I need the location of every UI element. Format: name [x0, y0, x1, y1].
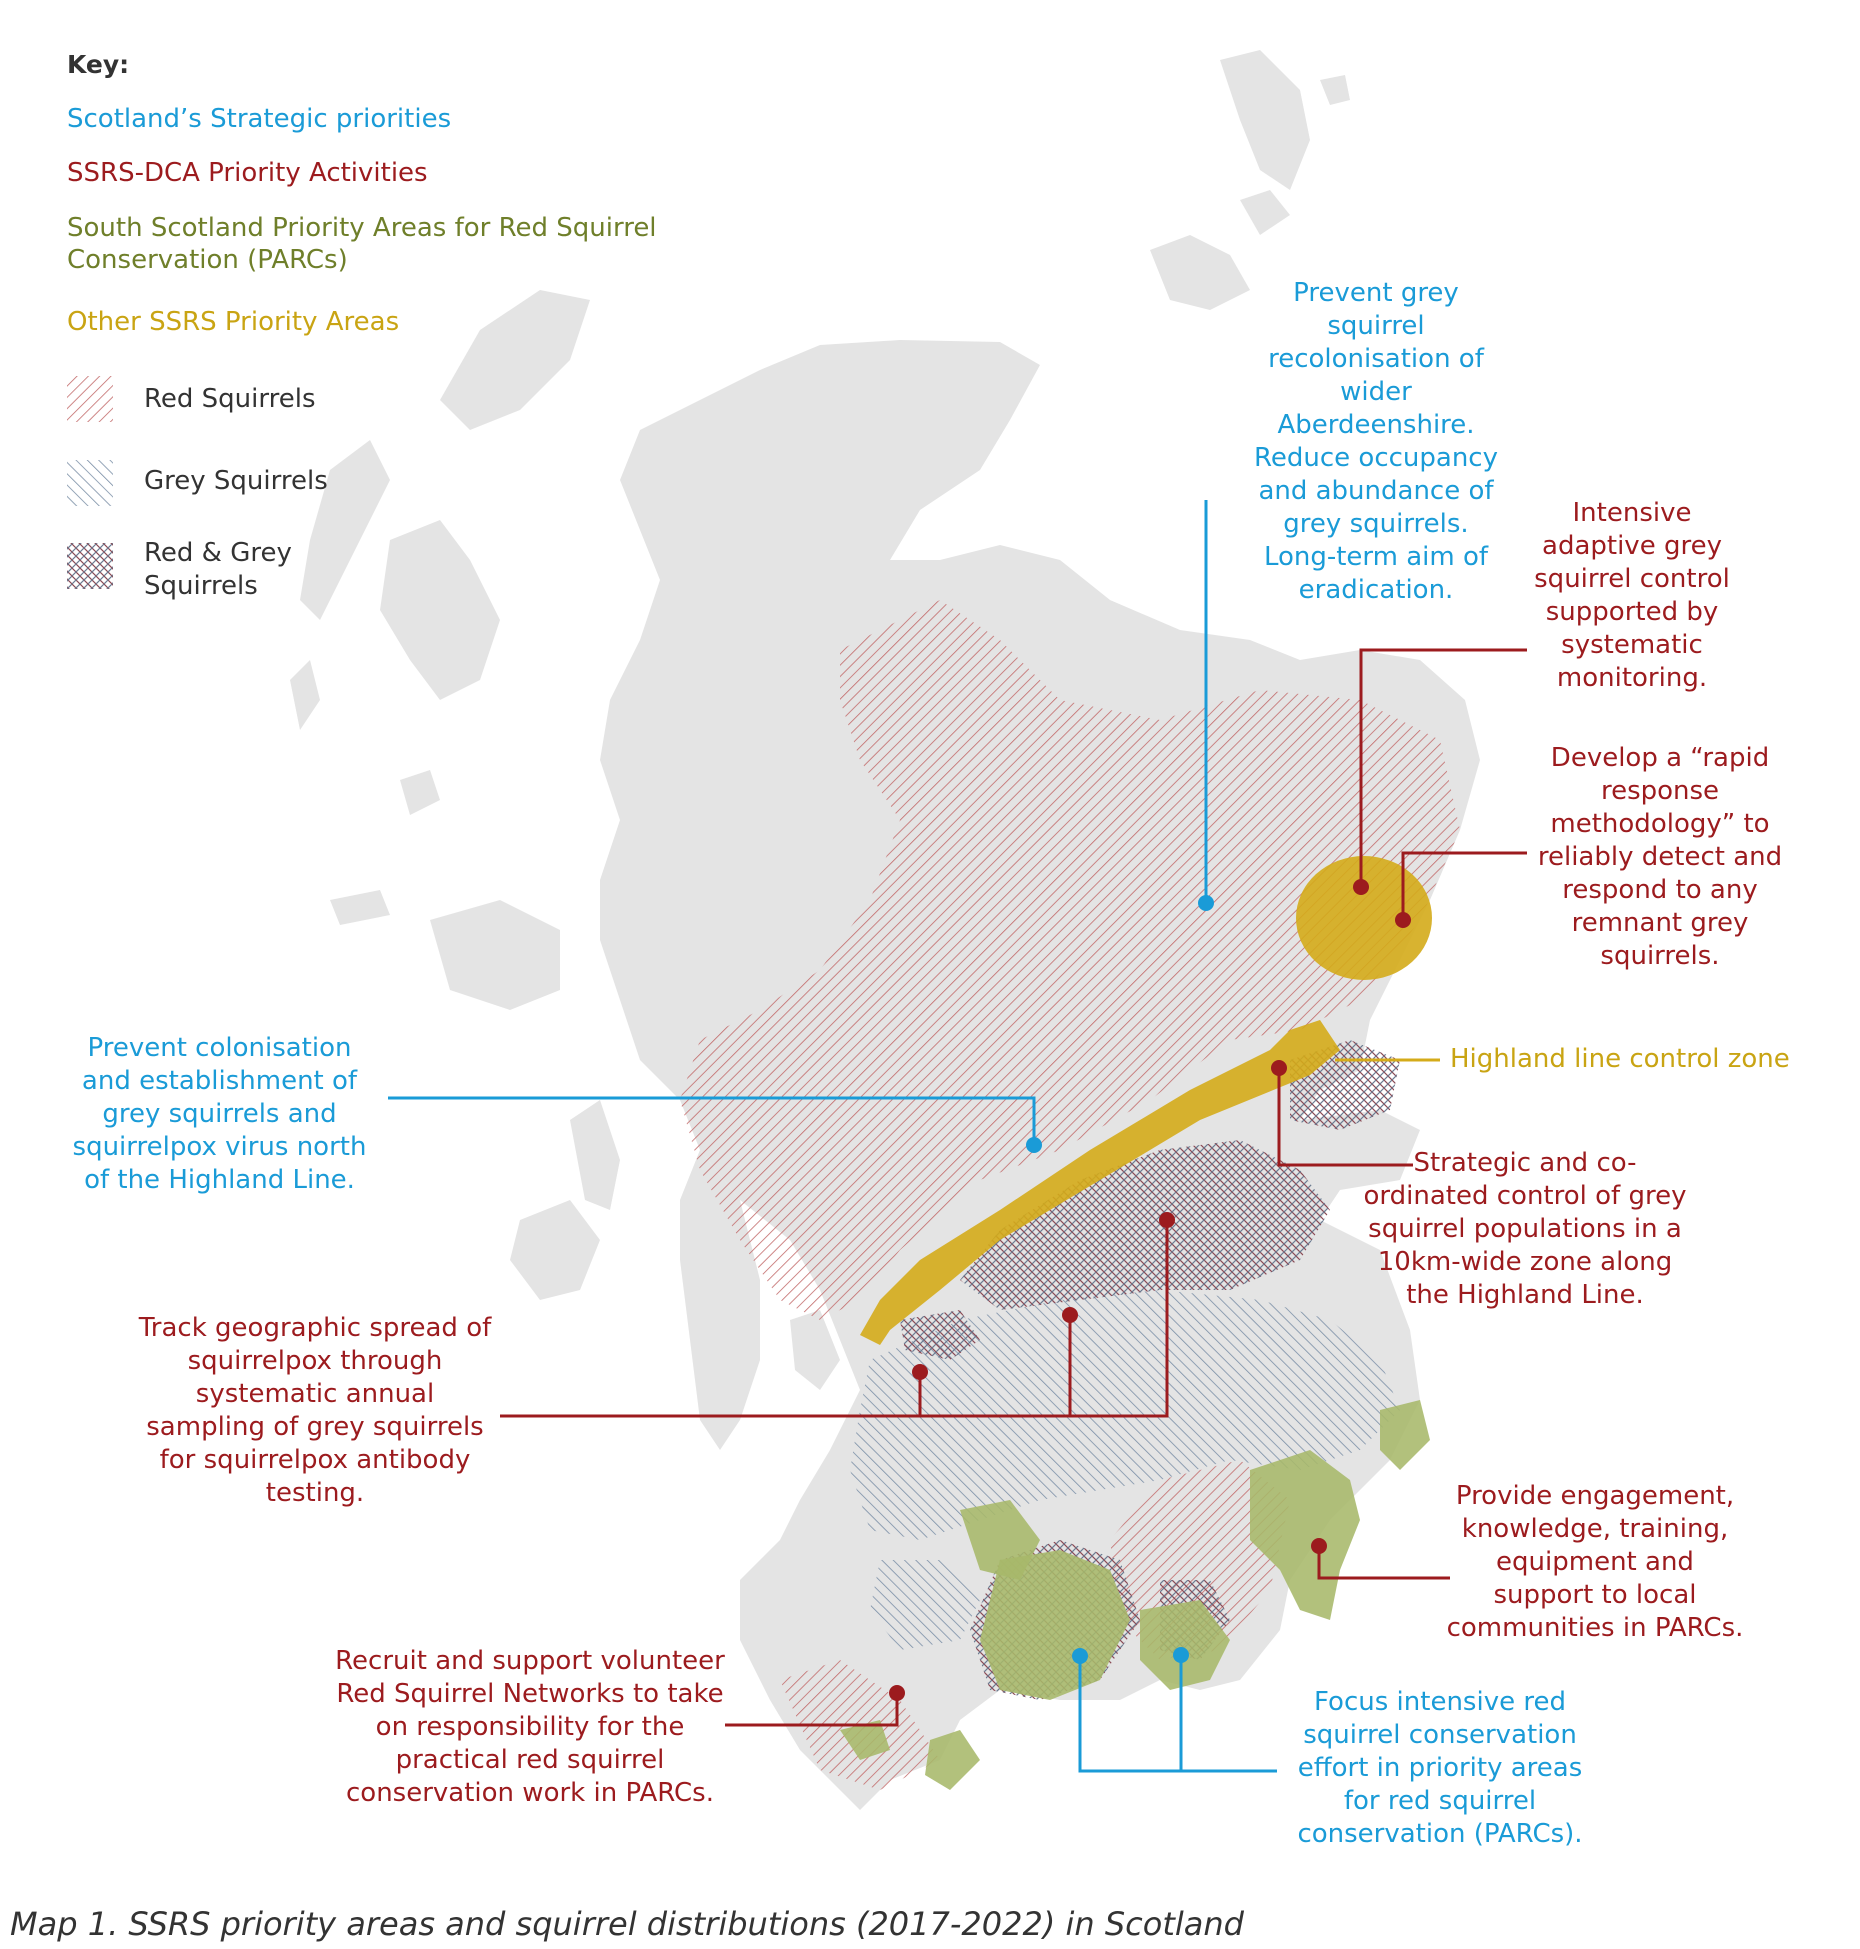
callout-strategic-control: Strategic and co-ordinated control of grey squirrel populations in a 10km-wide zone along the Highland Line.	[1363, 1148, 1687, 1310]
marker-strategic	[1271, 1060, 1287, 1076]
lewis	[440, 290, 590, 430]
barra	[290, 660, 320, 730]
skye	[380, 520, 500, 700]
jura	[570, 1100, 620, 1210]
key-title: Key:	[67, 50, 130, 79]
map-caption: Map 1. SSRS priority areas and squirrel distributions (2017-2022) in Scotland	[10, 1905, 1244, 1943]
marker-focus-1	[1072, 1648, 1088, 1664]
marker-track-1	[1159, 1212, 1175, 1228]
tiree	[330, 890, 390, 925]
callout-recruit-volunteers: Recruit and support volunteer Red Squirrel Networks to take on responsibility for the practical red squirrel conservation work in PARCs.	[335, 1646, 725, 1808]
key-other-priority: Other SSRS Priority Areas	[67, 307, 400, 337]
marker-track-2	[1062, 1307, 1078, 1323]
orkney-north	[1240, 190, 1290, 235]
marker-track-3	[912, 1364, 928, 1380]
rum-eigg	[400, 770, 440, 815]
marker-engage	[1311, 1538, 1327, 1554]
key-strategic-priorities: Scotland’s Strategic priorities	[67, 104, 452, 134]
key-ssrs-dca: SSRS-DCA Priority Activities	[67, 158, 428, 188]
callout-focus-conservation: Focus intensive red squirrel conservation effort in priority areas for red squirrel conservation (PARCs).	[1297, 1687, 1583, 1849]
orkney	[1150, 235, 1250, 310]
grey-squirrel-swatch	[67, 460, 113, 506]
marker-recruit	[889, 1685, 905, 1701]
marker-intensive	[1353, 879, 1369, 895]
parc-galloway-3	[925, 1730, 980, 1790]
callout-track-squirrelpox: Track geographic spread of squirrelpox through systematic annual sampling of grey squirrels for squirrelpox antibody testing.	[138, 1313, 492, 1508]
callout-aberdeenshire: Prevent grey squirrel recolonisation of wider Aberdeenshire. Reduce occupancy and abundance of grey squirrels. Long-term aim of eradication.	[1253, 278, 1498, 605]
mull	[430, 900, 560, 1010]
key-red-squirrels-label: Red Squirrels	[144, 384, 316, 414]
callout-engagement: Provide engagement, knowledge, training, equipment and support to local communities in PARCs.	[1446, 1481, 1744, 1643]
callout-intensive-control: Intensive adaptive grey squirrel control supported by systematic monitoring.	[1534, 498, 1730, 693]
callout-prevent-colonisation: Prevent colonisation and establishment of grey squirrels and squirrelpox virus north of the Highland Line.	[72, 1033, 367, 1195]
arran	[790, 1310, 840, 1390]
red-grey-swatch	[67, 543, 113, 589]
aberdeen-priority-area	[1296, 856, 1432, 980]
key-red-grey-label: Red & Grey Squirrels	[144, 538, 292, 601]
key-grey-squirrels-label: Grey Squirrels	[144, 466, 328, 496]
islay	[510, 1200, 600, 1300]
marker-prevent	[1026, 1137, 1042, 1153]
marker-aberdeenshire	[1198, 895, 1214, 911]
callout-rapid-response: Develop a “rapid response methodology” to reliably detect and respond to any remnant grey squirrels.	[1537, 743, 1783, 971]
fair-isle	[1320, 75, 1350, 105]
red-squirrel-swatch	[67, 376, 113, 422]
marker-focus-2	[1173, 1647, 1189, 1663]
key-parcs: South Scotland Priority Areas for Red Squirrel Conservation (PARCs)	[67, 213, 657, 275]
marker-rapid	[1395, 912, 1411, 928]
callout-highland-zone: Highland line control zone	[1450, 1044, 1790, 1074]
shetland	[1220, 50, 1310, 190]
